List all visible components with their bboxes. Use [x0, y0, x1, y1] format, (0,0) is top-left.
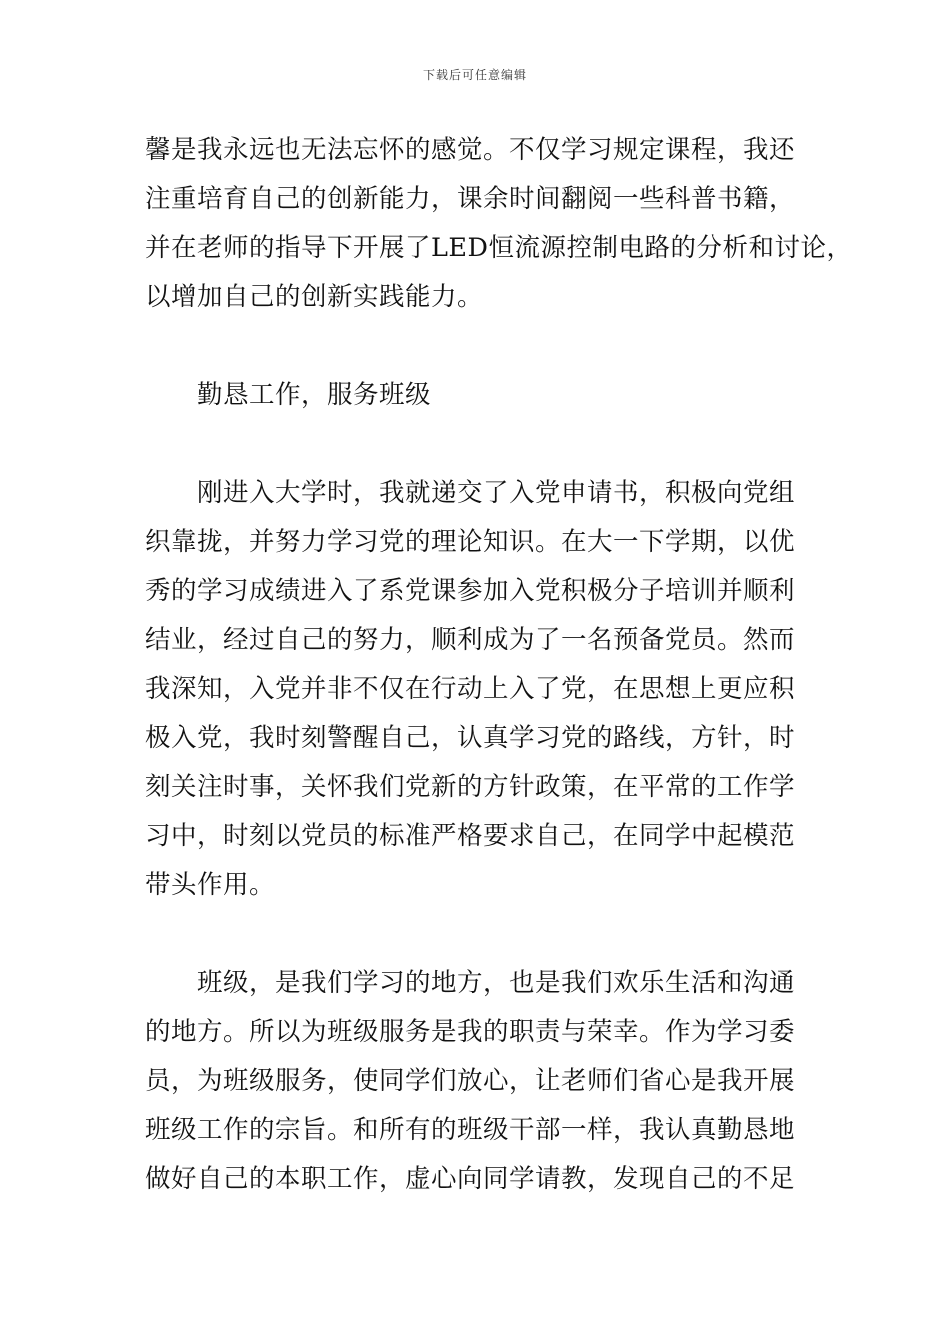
text-line: 的地方。所以为班级服务是我的职责与荣幸。作为学习委	[145, 1017, 796, 1047]
paragraph-gap	[145, 910, 810, 959]
text-line: 馨是我永远也无法忘怀的感觉。不仅学习规定课程，我还	[145, 135, 796, 165]
text-line: 结业，经过自己的努力，顺利成为了一名预备党员。然而	[145, 625, 796, 655]
text-line: 带头作用。	[145, 870, 276, 900]
text-line: 秀的学习成绩进入了系党课参加入党积极分子培训并顺利	[145, 576, 796, 606]
text-line: 班级，是我们学习的地方，也是我们欢乐生活和沟通	[197, 968, 796, 998]
text-line: 做好自己的本职工作，虚心向同学请教，发现自己的不足	[145, 1164, 796, 1194]
text-line: 以增加自己的创新实践能力。	[145, 282, 484, 312]
section-heading-text: 勤恳工作，服务班级	[197, 380, 432, 410]
paragraph-gap	[145, 322, 810, 371]
paragraph-party	[145, 469, 810, 910]
text-line: 我深知，入党并非不仅在行动上入了党，在思想上更应积	[145, 674, 796, 704]
text-line: 注重培育自己的创新能力，课余时间翻阅一些科普书籍，	[145, 184, 796, 214]
document-body	[145, 126, 853, 1204]
text-line: 员，为班级服务，使同学们放心，让老师们省心是我开展	[145, 1066, 796, 1096]
text-line: 刻关注时事，关怀我们党新的方针政策，在平常的工作学	[145, 772, 796, 802]
paragraph-innovation	[145, 126, 853, 322]
paragraph-gap	[145, 420, 810, 469]
text-line: 并在老师的指导下开展了LED恒流源控制电路的分析和讨论，	[145, 233, 853, 263]
text-line: 极入党，我时刻警醒自己，认真学习党的路线，方针，时	[145, 723, 796, 753]
text-line: 班级工作的宗旨。和所有的班级干部一样，我认真勤恳地	[145, 1115, 796, 1145]
page-header-note: 下载后可任意编辑	[422, 68, 527, 82]
text-line: 刚进入大学时，我就递交了入党申请书，积极向党组	[197, 478, 796, 508]
text-line: 织靠拢，并努力学习党的理论知识。在大一下学期，以优	[145, 527, 796, 557]
paragraph-class-service	[145, 959, 810, 1204]
section-heading	[145, 371, 810, 420]
text-line: 习中，时刻以党员的标准严格要求自己，在同学中起模范	[145, 821, 796, 851]
